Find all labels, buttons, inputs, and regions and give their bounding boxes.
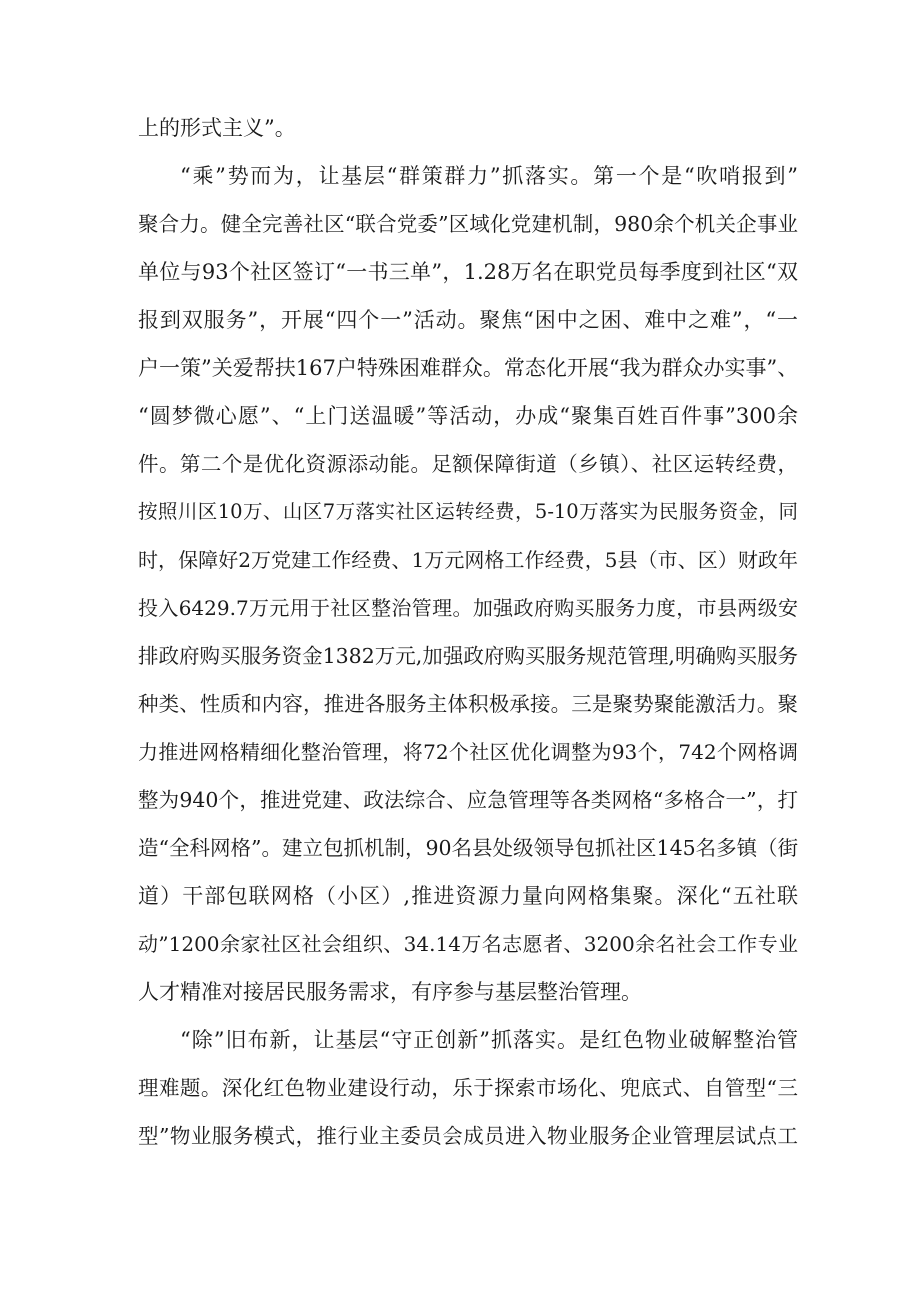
- text-line: 时，保障好2万党建工作经费、1万元网格工作经费，5县（市、区）财政年: [138, 548, 798, 572]
- text-line: 排政府购买服务资金1382万元,加强政府购买服务规范管理,明确购买服务: [138, 644, 798, 668]
- text-line: 户一策”关爱帮扶167户特殊困难群众。常态化开展“我为群众办实事”、: [138, 356, 799, 380]
- text-line: 投入6429.7万元用于社区整治管理。加强政府购买服务力度，市县两级安: [138, 596, 798, 620]
- text-line: “除”旧布新，让基层“守正创新”抓落实。是红色物业破解整治管: [180, 1028, 798, 1052]
- text-line: “乘”势而为，让基层“群策群力”抓落实。第一个是“吹哨报到”: [180, 164, 798, 188]
- text-line: 人才精准对接居民服务需求，有序参与基层整治管理。: [138, 980, 642, 1004]
- text-line: 报到双服务”，开展“四个一”活动。聚焦“困中之困、难中之难”，“一: [138, 308, 798, 332]
- text-line: 上的形式主义”。: [138, 116, 296, 140]
- text-line: 整为940个，推进党建、政法综合、应急管理等各类网格“多格合一”，打: [138, 788, 798, 812]
- text-line: 动”1200余家社区社会组织、34.14万名志愿者、3200余名社会工作专业: [138, 932, 798, 956]
- text-line: 力推进网格精细化整治管理，将72个社区优化调整为93个，742个网格调: [138, 740, 798, 764]
- text-line: 理难题。深化红色物业建设行动，乐于探索市场化、兜底式、自管型“三: [138, 1076, 798, 1100]
- text-line: 种类、性质和内容，推进各服务主体积极承接。三是聚势聚能激活力。聚: [138, 692, 798, 716]
- text-line: 按照川区10万、山区7万落实社区运转经费，5-10万落实为民服务资金，同: [138, 500, 798, 523]
- text-line: 造“全科网格”。建立包抓机制，90名县处级领导包抓社区145名多镇（街: [138, 836, 799, 860]
- text-line: 道）干部包联网格（小区）,推进资源力量向网格集聚。深化“五社联: [138, 884, 798, 908]
- text-line: “圆梦微心愿”、“上门送温暖”等活动，办成“聚集百姓百件事”300余: [138, 404, 798, 428]
- text-line: 型”物业服务模式，推行业主委员会成员进入物业服务企业管理层试点工: [138, 1124, 798, 1148]
- text-line: 聚合力。健全完善社区“联合党委”区域化党建机制，980余个机关企事业: [138, 212, 798, 236]
- text-line: 件。第二个是优化资源添动能。足额保障街道（乡镇）、社区运转经费，: [138, 452, 798, 476]
- text-line: 单位与93个社区签订“一书三单”，1.28万名在职党员每季度到社区“双: [138, 260, 798, 284]
